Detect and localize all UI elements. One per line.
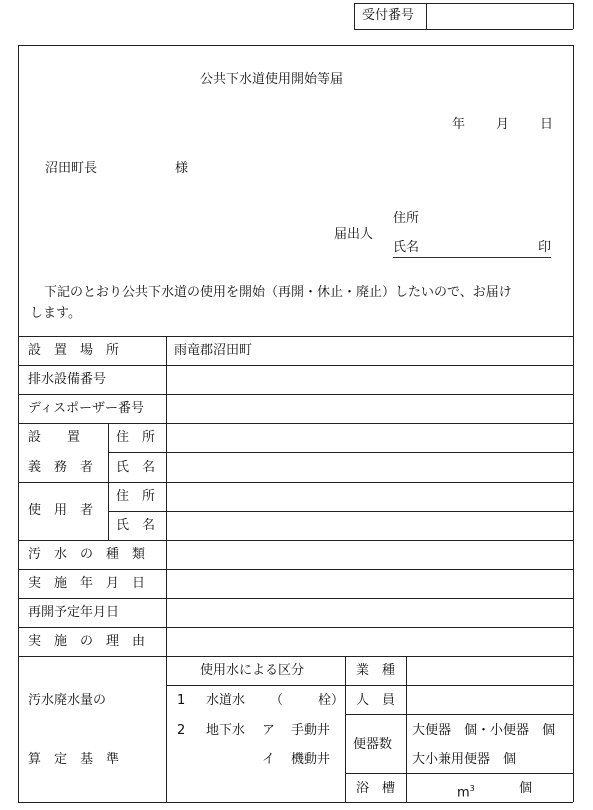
user-label: 使 用 者 xyxy=(28,503,94,518)
item2-a: ア xyxy=(262,723,276,738)
row-line-482 xyxy=(18,482,573,483)
col-line-108 xyxy=(108,423,109,540)
row-line-714 xyxy=(345,714,573,715)
row-line-394 xyxy=(18,394,573,395)
item2-number: 2 xyxy=(177,723,186,738)
row-line-336 xyxy=(18,336,573,337)
item1-paren-open: （ xyxy=(270,693,284,708)
item2-b: イ xyxy=(262,752,276,767)
form-title: 公共下水道使用開始等届 xyxy=(200,72,344,87)
toilet-line1: 大便器 個・小便器 個 xyxy=(412,723,556,738)
applicant-label: 届出人 xyxy=(334,227,374,242)
receipt-box-left xyxy=(354,3,355,29)
installer-address-label: 住 所 xyxy=(116,430,156,445)
bath-unit xyxy=(457,781,475,801)
installer-label-bottom: 義 務 者 xyxy=(28,460,94,475)
item1-number: 1 xyxy=(177,693,186,708)
water-category-header: 使用水による区分 xyxy=(200,663,305,678)
row-line-598 xyxy=(18,598,573,599)
item2-a-text: 手動井 xyxy=(291,723,331,738)
item2-b-text: 機動井 xyxy=(291,752,331,767)
applicant-name-label: 氏名 xyxy=(393,240,420,255)
statement-line1: 下記のとおり公共下水道の使用を開始（再開・休止・廃止）したいので、お届け xyxy=(44,285,512,300)
row-line-569 xyxy=(18,569,573,570)
addressee-name: 沼田町長 xyxy=(45,161,98,176)
item1-text: 水道水 xyxy=(206,693,246,708)
toilet-line2: 大小兼用便器 個 xyxy=(412,752,517,767)
row-line-365 xyxy=(18,365,573,366)
applicant-name-underline xyxy=(393,257,551,258)
item2-text: 地下水 xyxy=(206,723,246,738)
disposer-number-label: ディスポーザー番号 xyxy=(28,401,144,416)
toilet-label: 便器数 xyxy=(353,737,393,752)
addressee-honorific: 様 xyxy=(175,161,189,176)
user-name-label: 氏 名 xyxy=(116,518,156,533)
installer-label-top: 設 置 xyxy=(28,430,81,445)
date-day-label: 日 xyxy=(540,117,554,132)
frame-bottom xyxy=(18,802,573,803)
impl-date-label: 実 施 年 月 日 xyxy=(28,576,146,591)
frame-right xyxy=(573,45,574,802)
row-line-452 xyxy=(108,452,573,453)
sewage-calc-label-bottom: 算 定 基 準 xyxy=(28,752,120,767)
user-address-label: 住 所 xyxy=(116,489,156,504)
date-year-label: 年 xyxy=(452,117,466,132)
sewage-type-label: 汚 水 の 種 類 xyxy=(28,547,146,562)
item1-unit: 栓） xyxy=(318,693,345,708)
col-line-345 xyxy=(345,656,346,802)
row-line-656 xyxy=(18,656,573,657)
sewage-calc-label-top: 汚水廃水量の xyxy=(28,693,107,708)
receipt-box-top xyxy=(354,3,573,4)
reason-label: 実 施 の 理 由 xyxy=(28,634,146,649)
receipt-box-right xyxy=(573,3,574,29)
date-month-label: 月 xyxy=(496,117,510,132)
row-line-511 xyxy=(108,511,573,512)
bath-unit-sup: 3 xyxy=(469,784,475,793)
bath-unit-m: m xyxy=(457,785,470,801)
row-line-540 xyxy=(18,540,573,541)
col-line-406 xyxy=(406,656,407,802)
persons-label: 人 員 xyxy=(356,693,396,708)
frame-top xyxy=(18,45,573,46)
applicant-address-label: 住所 xyxy=(393,211,420,226)
location-value[interactable]: 雨竜郡沼田町 xyxy=(174,343,253,358)
receipt-box-divider xyxy=(426,3,427,29)
applicant-seal: 印 xyxy=(538,240,552,255)
receipt-label: 受付番号 xyxy=(362,8,415,23)
installer-name-label: 氏 名 xyxy=(116,460,156,475)
col-line-166 xyxy=(166,336,167,802)
bath-count-label: 個 xyxy=(519,781,533,796)
row-line-773 xyxy=(345,773,573,774)
industry-label: 業 種 xyxy=(356,663,396,678)
row-line-423 xyxy=(18,423,573,424)
location-label: 設 置 場 所 xyxy=(28,343,120,358)
row-line-685 xyxy=(166,685,573,686)
row-line-627 xyxy=(18,627,573,628)
statement-line2: します。 xyxy=(30,306,81,321)
restart-date-label: 再開予定年月日 xyxy=(28,605,120,620)
bath-label: 浴 槽 xyxy=(356,781,396,796)
receipt-box-bottom xyxy=(354,29,573,30)
drain-number-label: 排水設備番号 xyxy=(28,372,107,387)
